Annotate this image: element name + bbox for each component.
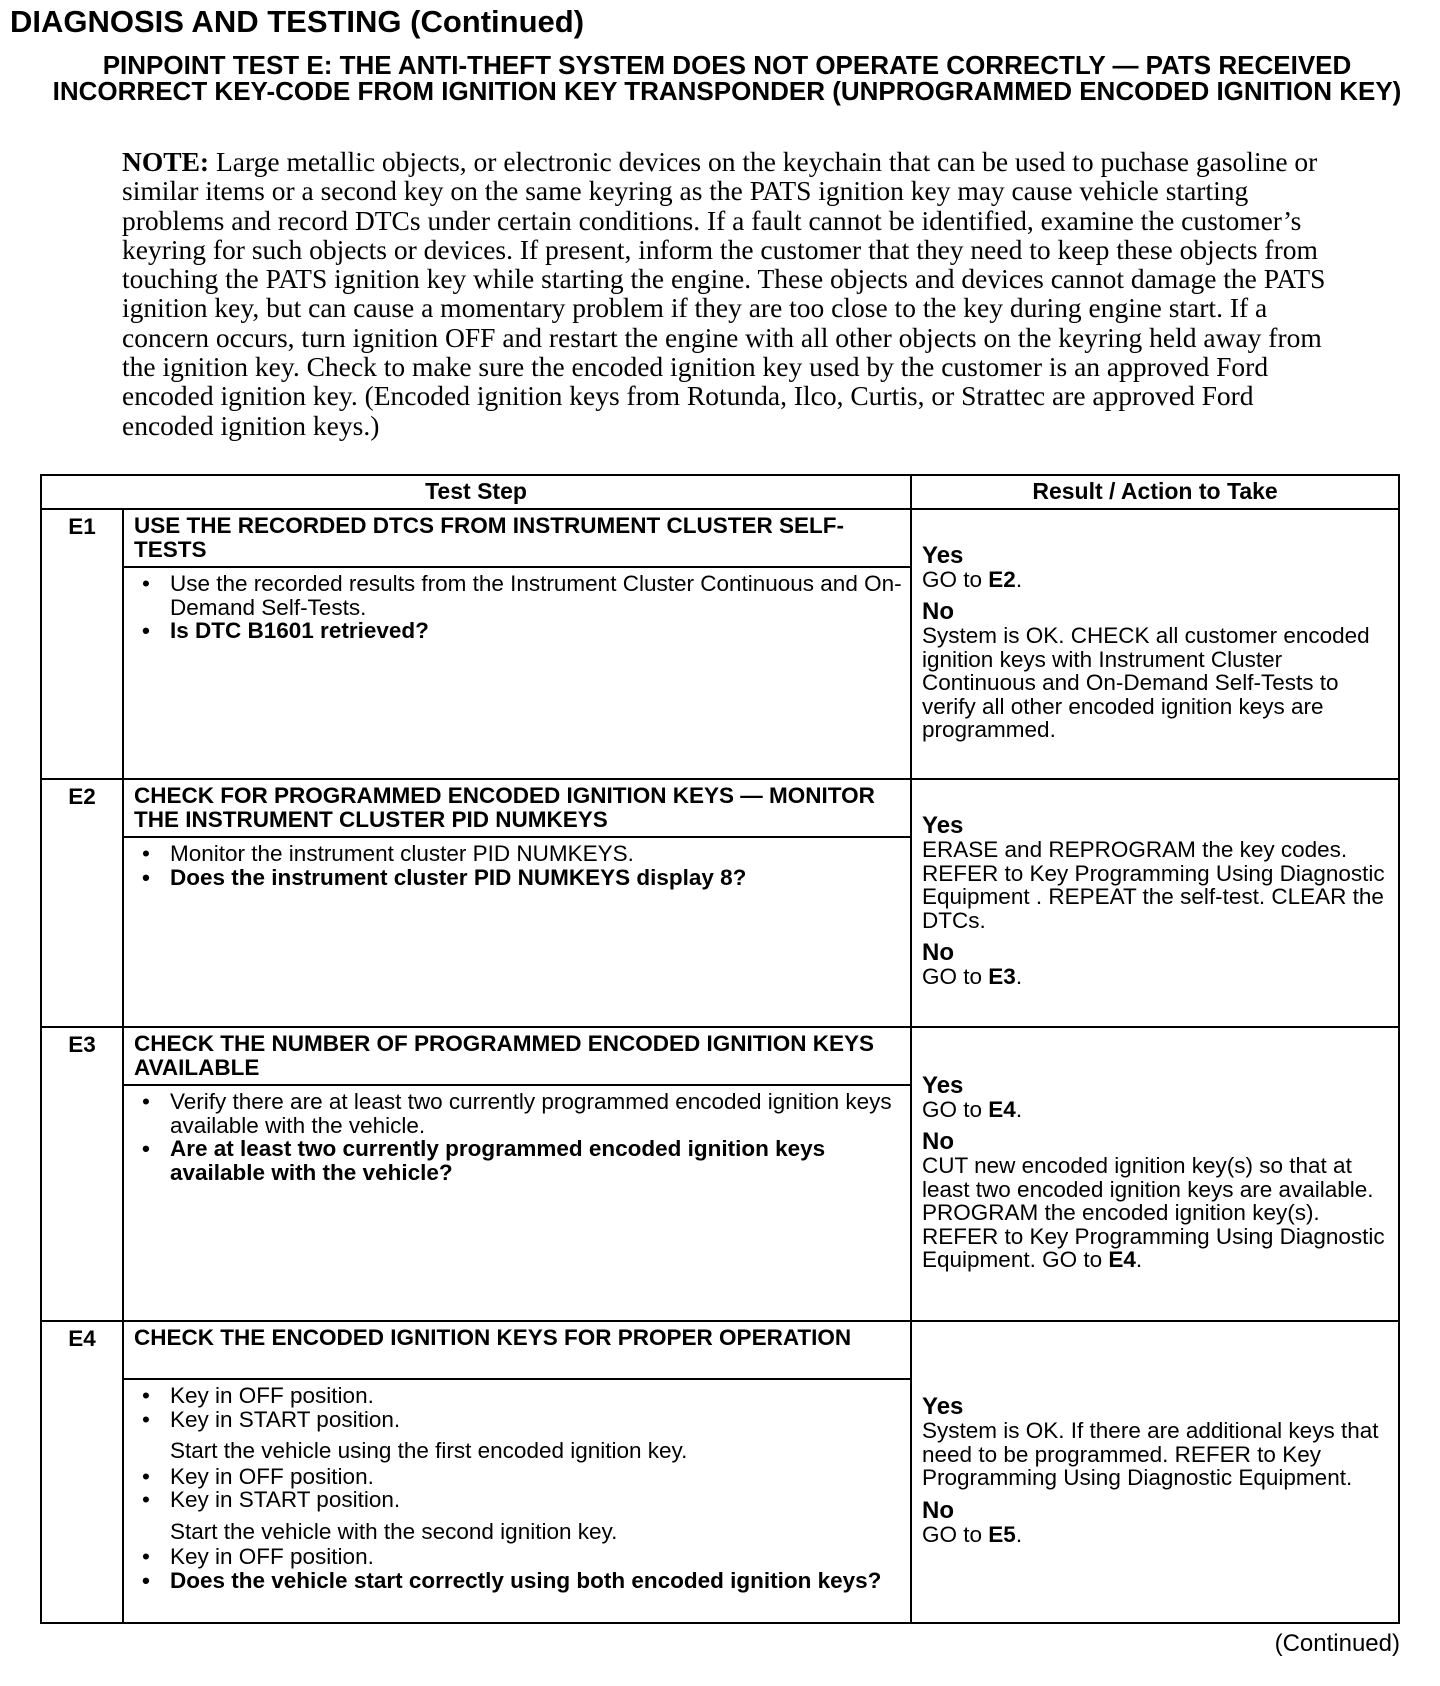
step-instructions: [123, 567, 911, 779]
step-title: USE THE RECORDED DTCS FROM INSTRUMENT CLUSTER SELF-TESTS: [123, 509, 911, 567]
no-action: CUT new encoded ignition key(s) so that at least two encoded ignition keys are available. PROGRAM the encoded ignition key(s). REFER to Key Programming Using Diagnostic Equipment. GO to E4.: [922, 1153, 1385, 1272]
no-label: No: [922, 1128, 955, 1155]
yes-action: GO to E2.: [922, 566, 1023, 592]
continued-label: (Continued): [1274, 1630, 1400, 1657]
note-paragraph: [122, 147, 1352, 440]
step-item: • Key in OFF position.: [134, 1545, 902, 1569]
yes-label: Yes: [922, 1071, 964, 1099]
step-e2-header-row: [41, 779, 1399, 837]
step-item: • Key in START position.: [134, 1408, 902, 1432]
step-question: • Does the vehicle start correctly using both encoded ignition keys?: [134, 1569, 902, 1593]
step-number: E4: [41, 1321, 123, 1623]
test-step-table: [40, 474, 1400, 1624]
step-item: • Monitor the instrument cluster PID NUMKEYS.: [134, 842, 902, 866]
step-title: CHECK FOR PROGRAMMED ENCODED IGNITION KEYS — MONITOR THE INSTRUMENT CLUSTER PID NUMKEYS: [123, 779, 911, 837]
step-result: [911, 1321, 1399, 1623]
no-label: No: [922, 598, 955, 625]
step-title: CHECK THE ENCODED IGNITION KEYS FOR PROPER OPERATION: [123, 1321, 911, 1379]
table-header-row: [41, 475, 1399, 509]
header-result-action: Result / Action to Take: [911, 475, 1399, 509]
step-item: • Key in START position.: [134, 1488, 902, 1512]
step-instructions: [123, 837, 911, 1027]
step-e1-header-row: [41, 509, 1399, 567]
step-item: • Key in OFF position.: [134, 1465, 902, 1489]
step-number: E1: [41, 509, 123, 779]
note-text: Large metallic objects, or electronic devices on the keychain that can be used to puchase gasoline or similar items or a second key on the same keyring as the PATS ignition key may cause vehicle starting problems and record DTCs under certain conditions. If a fault cannot be identified, examine the customer’s keyring for such objects or devices. If present, inform the customer that they need to keep these objects from touching the PATS ignition key while starting the engine. These objects and devices cannot damage the PATS ignition key, but can cause a momentary problem if they are too close to the key during engine start. If a concern occurs, turn ignition OFF and restart the engine with all other objects on the keyring held away from the ignition key. Check to make sure the encoded ignition key used by the customer is an approved Ford encoded ignition key. (Encoded ignition keys from Rotunda, Ilco, Curtis, or Strattec are approved Ford encoded ignition keys.): [122, 146, 1326, 441]
step-instructions: [123, 1379, 911, 1623]
no-action: GO to E5.: [922, 1521, 1023, 1547]
no-label: No: [922, 939, 955, 967]
yes-label: Yes: [922, 812, 964, 840]
yes-action: GO to E4.: [922, 1096, 1023, 1122]
page-title: DIAGNOSIS AND TESTING (Continued): [10, 4, 585, 39]
no-action: GO to E3.: [922, 964, 1023, 990]
step-result: [911, 779, 1399, 1027]
yes-action: ERASE and REPROGRAM the key codes. REFER to Key Programming Using Diagnostic Equipment . REPEAT the self-test. CLEAR the DTCs.: [922, 837, 1385, 933]
step-number: E2: [41, 779, 123, 1027]
step-instruction-text: Start the vehicle using the first encoded ignition key.: [170, 1438, 688, 1463]
pinpoint-test-title: PINPOINT TEST E: THE ANTI-THEFT SYSTEM DOES NOT OPERATE CORRECTLY — PATS RECEIVED INCORRECT KEY-CODE FROM IGNITION KEY TRANSPONDER (UNPROGRAMMED ENCODED IGNITION KEY): [52, 50, 1402, 106]
step-instruction-text: Start the vehicle with the second ignition key.: [170, 1518, 618, 1544]
yes-action: System is OK. If there are additional keys that need to be programmed. REFER to Key Programming Using Diagnostic Equipment.: [922, 1418, 1379, 1490]
step-number: E3: [41, 1027, 123, 1321]
step-item: • Verify there are at least two currently programmed encoded ignition keys available with the vehicle.: [134, 1090, 902, 1137]
no-label: No: [922, 1496, 955, 1524]
step-question: • Are at least two currently programmed encoded ignition keys available with the vehicle?: [134, 1137, 902, 1184]
no-action: System is OK. CHECK all customer encoded ignition keys with Instrument Cluster Continuous and On-Demand Self-Tests to verify all other encoded ignition keys are programmed.: [922, 623, 1370, 742]
step-instructions: [123, 1085, 911, 1321]
step-e4-header-row: [41, 1321, 1399, 1379]
header-test-step: Test Step: [41, 475, 911, 509]
step-item: • Use the recorded results from the Instrument Cluster Continuous and On-Demand Self-Tests.: [134, 572, 902, 619]
note-label: NOTE:: [122, 146, 210, 177]
yes-label: Yes: [922, 541, 964, 569]
step-result: [911, 1027, 1399, 1321]
step-question: • Does the instrument cluster PID NUMKEYS display 8?: [134, 866, 902, 890]
yes-label: Yes: [922, 1393, 964, 1420]
step-title: CHECK THE NUMBER OF PROGRAMMED ENCODED IGNITION KEYS AVAILABLE: [123, 1027, 911, 1085]
step-item: • Key in OFF position.: [134, 1384, 902, 1408]
step-question: • Is DTC B1601 retrieved?: [134, 619, 902, 643]
step-result: [911, 509, 1399, 779]
step-e3-header-row: [41, 1027, 1399, 1085]
